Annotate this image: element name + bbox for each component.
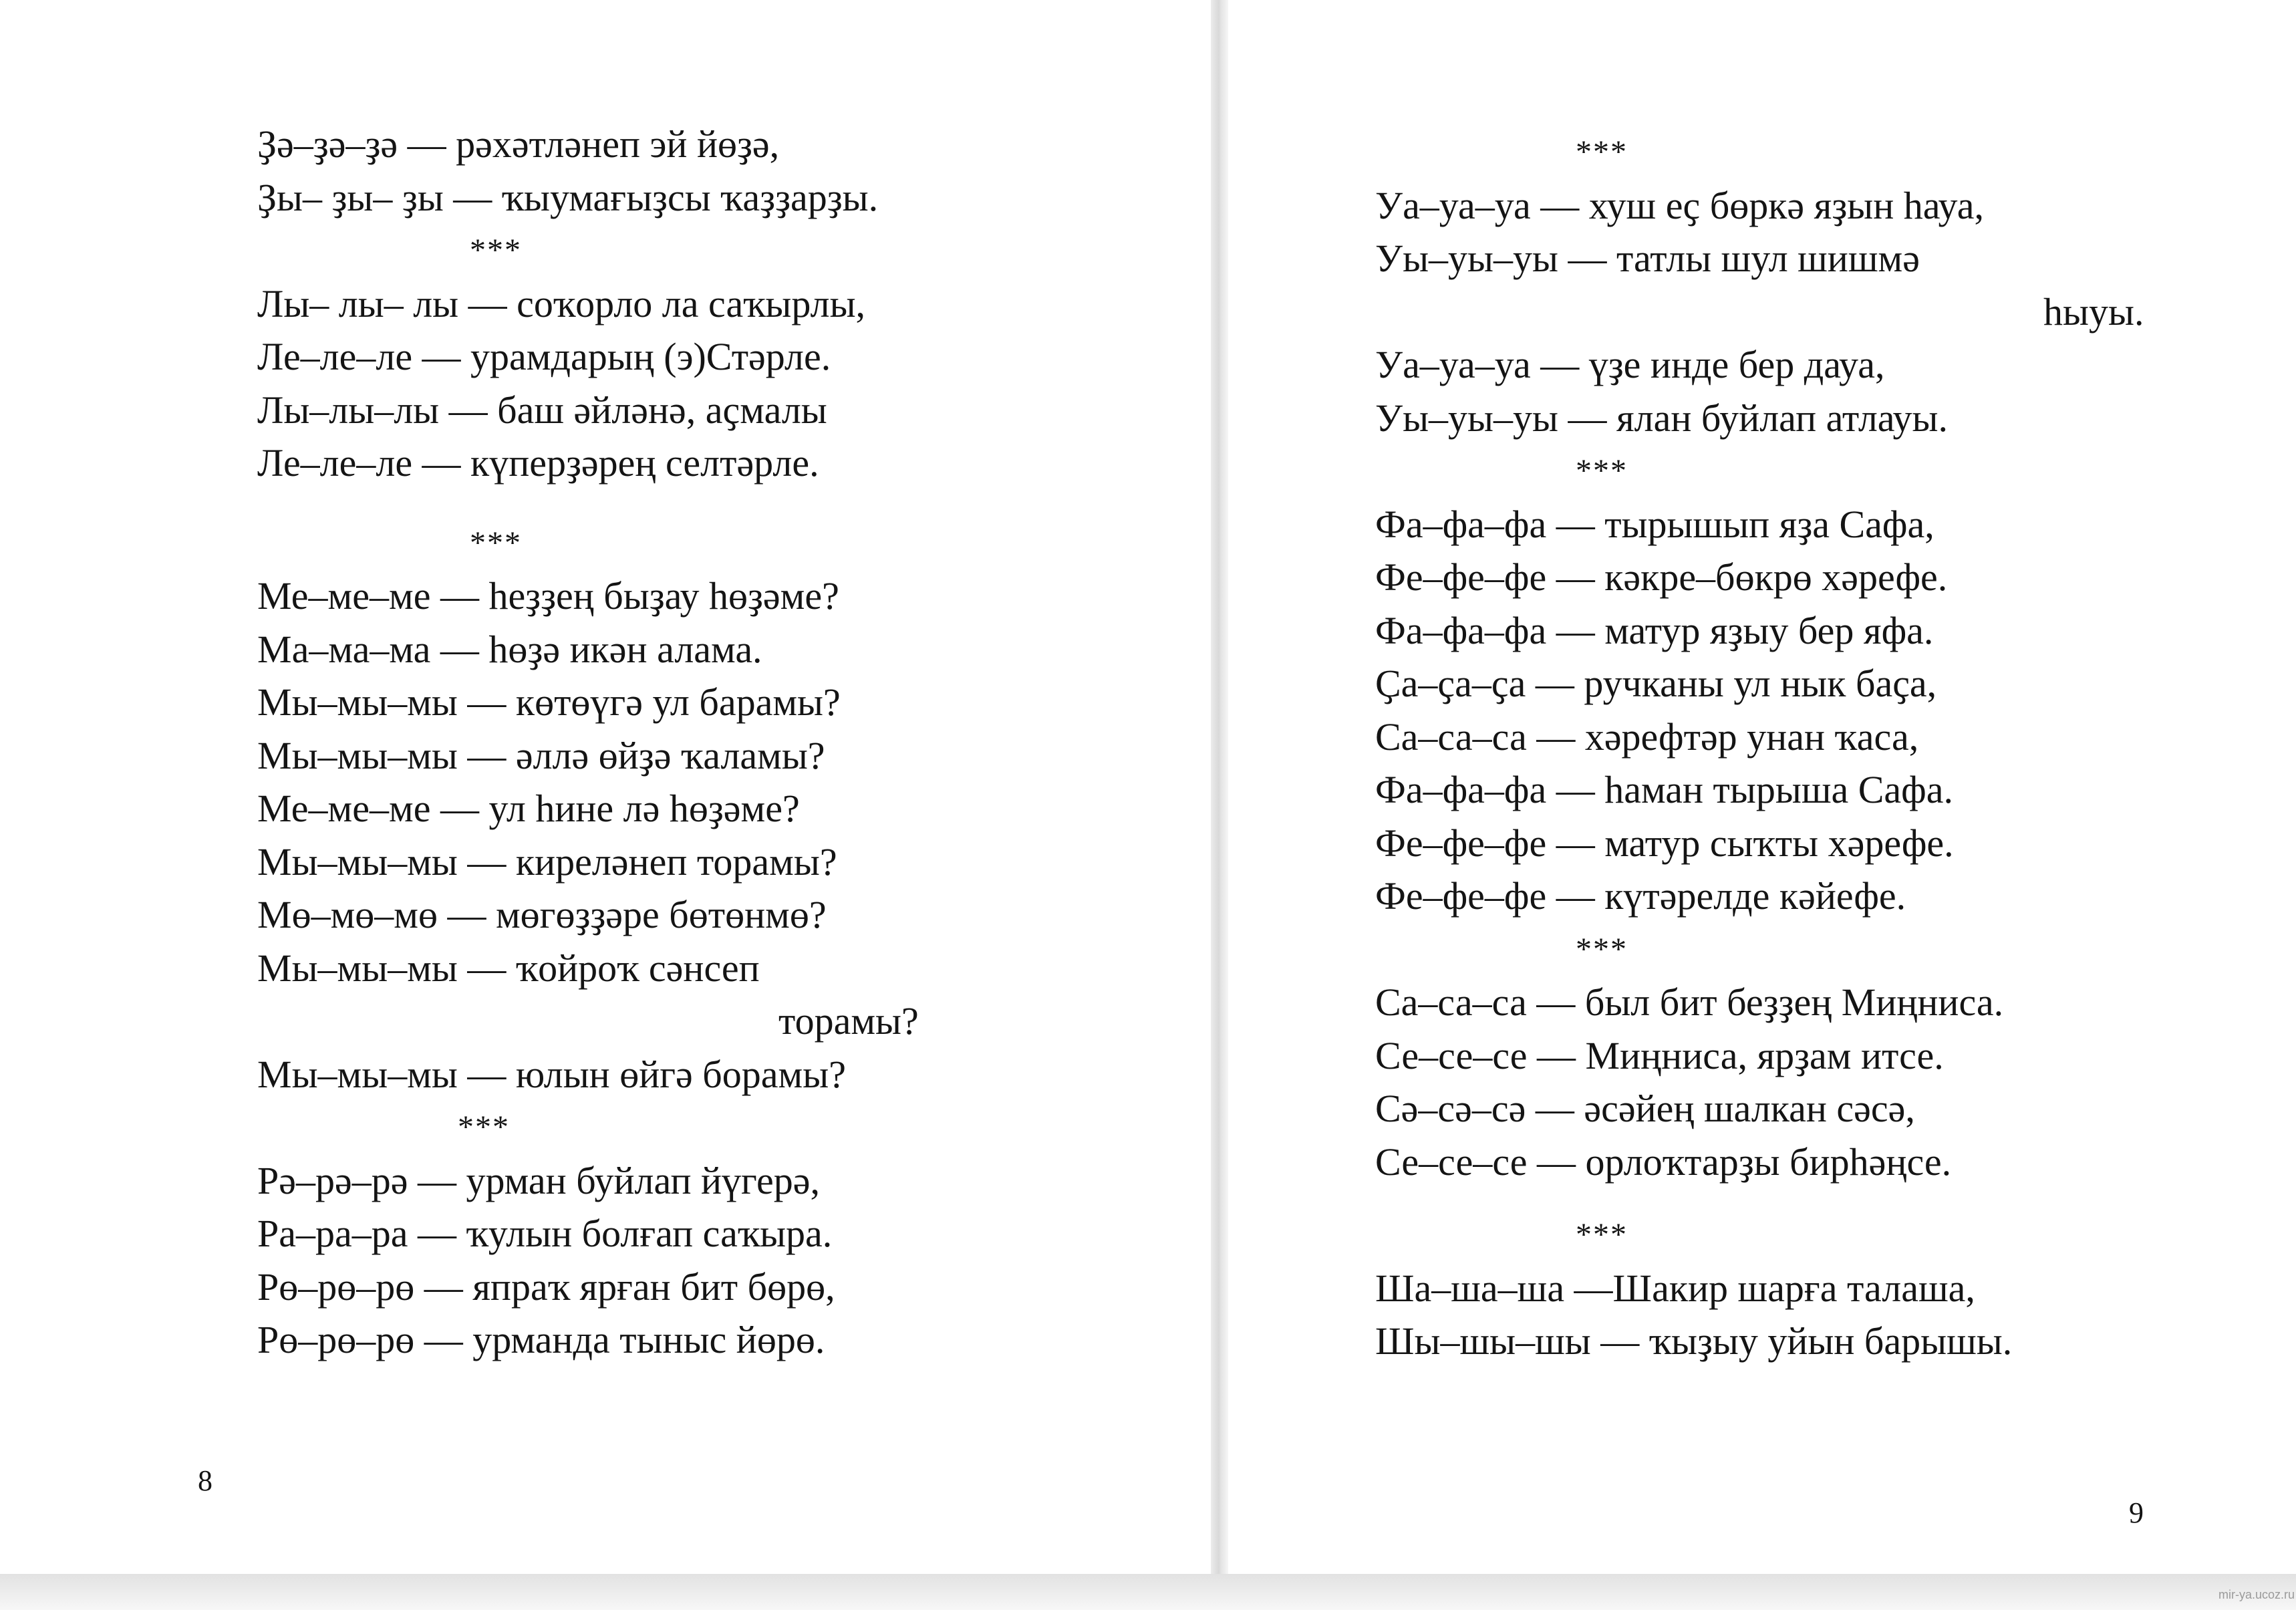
verse-line: Уа–уа–уа — хуш еҫ бөркә яҙын һауа, [1375, 183, 1985, 227]
page-number: 8 [198, 1464, 212, 1497]
verse-line-continuation: торамы? [778, 999, 919, 1043]
stanza-separator: *** [1576, 453, 1628, 489]
verse-line: Ша–ша–ша —Шакир шарға талаша, [1375, 1266, 1975, 1310]
verse-line: Мы–мы–мы — ҡойроҡ сәнсеп [257, 946, 760, 990]
verse-line: Мы–мы–мы — әллә өйҙә ҡаламы? [257, 733, 825, 777]
verse-line-continuation: һыуы. [2043, 289, 2144, 333]
stanza-separator: *** [1576, 1217, 1628, 1252]
stanza-separator: *** [1576, 134, 1628, 170]
stanza-separator: *** [470, 233, 522, 268]
left-page-text [257, 118, 1126, 1367]
verse-line: Фе–фе–фе — күтәрелде кәйефе. [1375, 874, 1906, 918]
verse-line: Фе–фе–фе — кәкре–бөкрө хәрефе. [1375, 555, 1948, 599]
page-bottom-edge [0, 1574, 2296, 1610]
stanza-separator: *** [1576, 931, 1628, 967]
stanza-separator: *** [470, 525, 522, 561]
verse-line: Мы–мы–мы — юлын өйгә борамы? [257, 1052, 846, 1096]
verse-line: Мө–мө–мө — мөгөҙҙәре бөтөнмө? [257, 893, 827, 936]
verse-line: Лы– лы– лы — соҡорло ла саҡырлы, [257, 281, 866, 325]
verse-line: Мы–мы–мы — киреләнеп торамы? [257, 839, 837, 884]
verse-line: Ле–ле–ле — күперҙәрең селтәрле. [257, 441, 819, 485]
stanza-separator: *** [458, 1109, 510, 1145]
verse-line: Мы–мы–мы — көтөүгә ул барамы? [257, 680, 841, 724]
book-gutter [1211, 0, 1228, 1577]
verse-line: Фа–фа–фа — матур яҙыу бер яфа. [1375, 608, 1934, 652]
verse-line: Се–се–се — Миңниса, ярҙам итсе. [1375, 1033, 1944, 1077]
verse-line: Ма–ма–ма — һөҙә икән алама. [257, 627, 762, 671]
verse-line: Са–са–са — был бит беҙҙең Миңниса. [1375, 980, 2004, 1024]
verse-line: Уы–уы–уы — татлы шул шишмә [1375, 237, 1920, 280]
verse-line: Лы–лы–лы — баш әйләнә, аҫмалы [257, 388, 827, 432]
verse-line: Са–са–са — хәрефтәр унан ҡаса, [1375, 714, 1919, 759]
site-watermark: mir-ya.ucoz.ru [2218, 1588, 2295, 1601]
verse-line: Ме–ме–ме — ул һине лә һөҙәме? [257, 787, 800, 830]
right-page-text [1375, 126, 2210, 1368]
verse-line: Рә–рә–рә — урман буйлап йүгерә, [257, 1158, 821, 1202]
verse-line: Уы–уы–уы — ялан буйлап атлауы. [1375, 396, 1949, 440]
verse-line: Ҫа–ҫа–ҫа — ручканы ул нык баҫа, [1375, 662, 1937, 705]
verse-line: Фе–фе–фе — матур сыҡты хәрефе. [1375, 821, 1954, 865]
verse-line: Се–се–се — орлоҡтарҙы бирһәңсе. [1375, 1139, 1952, 1184]
verse-line: Ҙә–ҙә–ҙә — рәхәтләнеп эй йөҙә, [257, 122, 780, 166]
verse-line: Шы–шы–шы — ҡыҙыу уйын барышы. [1375, 1319, 2013, 1363]
verse-line: Рө–рө–рө — япраҡ ярған бит бөрө, [257, 1264, 835, 1309]
verse-line: Ра–ра–ра — ҡулын болғап саҡыра. [257, 1212, 833, 1255]
verse-line: Фа–фа–фа — һаман тырыша Сафа. [1375, 768, 1953, 811]
verse-line: Рө–рө–рө — урманда тыныс йөрө. [257, 1318, 825, 1361]
verse-line: Уа–уа–уа — үҙе инде бер дауа, [1375, 343, 1885, 386]
page-number: 9 [2129, 1496, 2144, 1529]
verse-line: Ме–ме–ме — һеҙҙең быҙау һөҙәме? [257, 574, 839, 618]
verse-line: Ҙы– ҙы– ҙы — ҡыумағыҙсы ҡаҙҙарҙы. [257, 175, 879, 219]
verse-line: Ле–ле–ле — урамдарың (э)Стәрле. [257, 335, 831, 378]
verse-line: Сә–сә–сә — әсәйең шалкан сәсә, [1375, 1087, 1915, 1130]
verse-line: Фа–фа–фа — тырышып яҙа Сафа, [1375, 502, 1934, 546]
